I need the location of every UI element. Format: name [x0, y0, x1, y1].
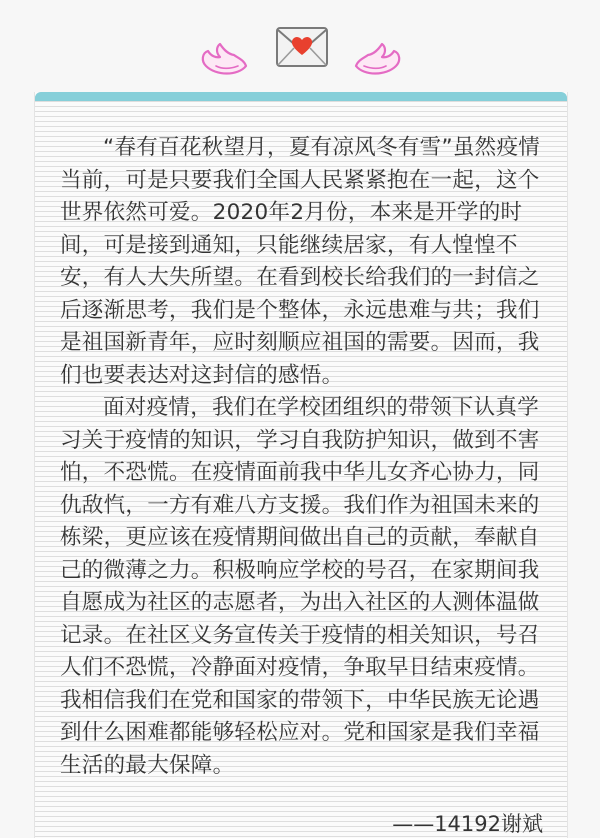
- header: [0, 0, 600, 96]
- letter-paragraph: “春有百花秋望月，夏有凉风冬有雪”虽然疫情当前，可是只要我们全国人民紧紧抱在一起，这个世界依然可爱。2020年2月份，本来是开学的时间，可是接到通知，只能继续居家，有人惶惶不安，有人大失所望。在看到校长给我们的一封信之后逐渐思考，我们是个整体，永远患难与共；我们是祖国新青年，应时刻顺应祖国的需要。因而，我们也要表达对这封信的感悟。: [60, 135, 541, 388]
- paper-top-bar: [35, 92, 567, 101]
- letter-paragraph: 面对疫情，我们在学校团组织的带领下认真学习关于疫情的知识，学习自我防护知识，做到不害怕，不恐慌。在疫情面前我中华儿女齐心协力，同仇敌忾，一方有难八方支援。我们作为祖国未来的栋梁，更应该在疫情期间做出自己的贡献，奉献自己的微薄之力。积极响应学校的号召，在家期间我自愿成为社区的志愿者，为出入社区的人测体温做记录。在社区义务宣传关于疫情的相关知识，号召人们不恐慌，冷静面对疫情，争取早日结束疫情。我相信我们在党和国家的带领下，中华民族无论遇到什么困难都能够轻松应对。党和国家是我们幸福生活的最大保障。: [60, 395, 540, 778]
- letter-body: [60, 132, 556, 782]
- letter-paper: [34, 92, 568, 838]
- signature: ——14192谢斌: [392, 812, 543, 836]
- envelope-with-heart-icon: [274, 24, 330, 70]
- angel-wing-icon: [352, 40, 404, 80]
- angel-wing-icon: [198, 40, 250, 80]
